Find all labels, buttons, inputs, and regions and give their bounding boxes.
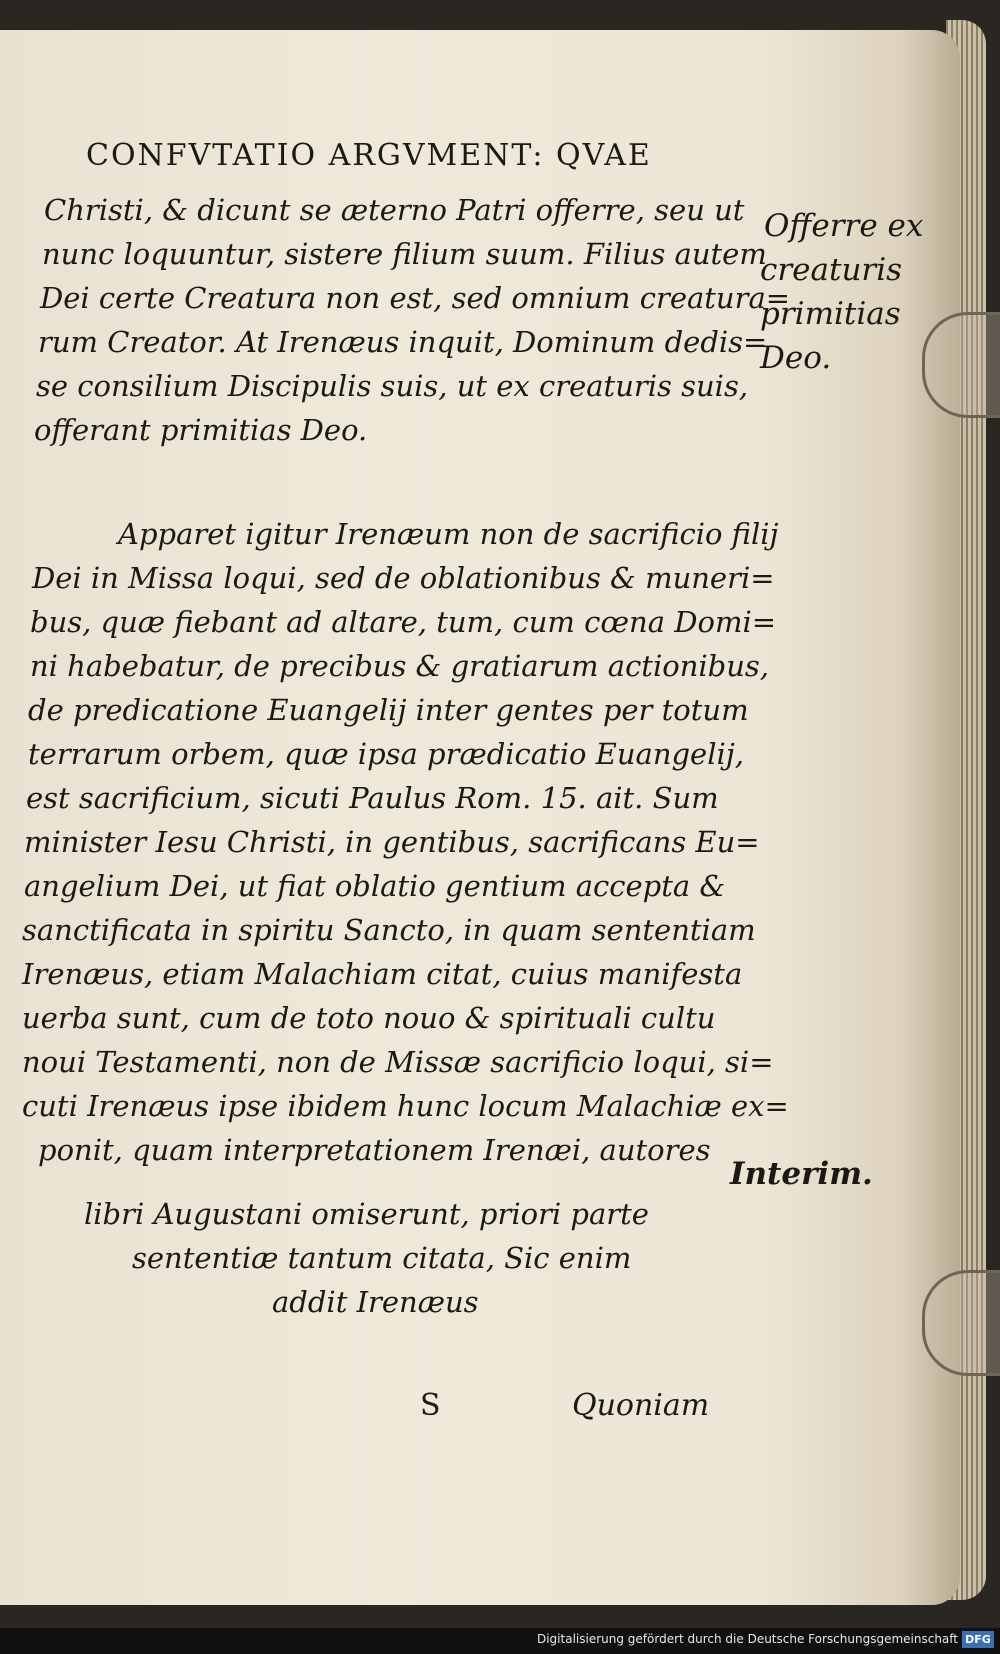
clasp-bottom <box>922 1270 1000 1376</box>
text-line: Apparet igitur Irenæum non de sacrificio filij <box>118 517 779 551</box>
text-line: cuti Irenæus ipse ibidem hunc locum Malachiæ ex= <box>22 1089 789 1123</box>
text-line: est sacrificium, sicuti Paulus Rom. 15. ait. Sum <box>26 781 719 815</box>
text-line: rum Creator. At Irenæus inquit, Dominum dedis= <box>38 325 768 359</box>
text-line: Dei in Missa loqui, sed de oblationibus & muneri= <box>32 561 775 595</box>
text-line: terrarum orbem, quæ ipsa prædicatio Euangelij, <box>28 737 744 771</box>
text-line: nunc loquuntur, sistere filium suum. Filius autem <box>42 237 767 271</box>
signature-mark: S <box>420 1388 441 1423</box>
marginal-line: creaturis <box>760 252 903 288</box>
text-line: bus, quæ fiebant ad altare, tum, cum cœna Domi= <box>30 605 777 639</box>
text-line: se consilium Discipulis suis, ut ex creaturis suis, <box>36 369 749 403</box>
text-line: Dei certe Creatura non est, sed omnium creatura= <box>40 281 791 315</box>
clasp-top <box>922 312 1000 418</box>
marginal-line: Offerre ex <box>764 208 924 244</box>
text-line: libri Augustani omiserunt, priori parte <box>84 1197 649 1231</box>
text-line: sanctificata in spiritu Sancto, in quam sententiam <box>22 913 756 947</box>
dfg-logo: DFG <box>962 1631 994 1648</box>
text-line: noui Testamenti, non de Missæ sacrificio loqui, si= <box>22 1045 774 1079</box>
text-line: ni habebatur, de precibus & gratiarum actionibus, <box>30 649 769 683</box>
catchword: Quoniam <box>572 1388 710 1423</box>
marginal-line: primitias <box>760 296 901 332</box>
text-line: Irenæus, etiam Malachiam citat, cuius manifesta <box>22 957 743 991</box>
marginal-note-interim: Interim. <box>730 1156 873 1192</box>
text-line: angelium Dei, ut fiat oblatio gentium accepta & <box>24 869 726 903</box>
text-line: minister Iesu Christi, in gentibus, sacrificans Eu= <box>24 825 760 859</box>
text-line: addit Irenæus <box>272 1285 479 1319</box>
text-line: Christi, & dicunt se æterno Patri offerre, seu ut <box>44 193 745 227</box>
running-head: CONFVTATIO ARGVMENT: QVAE <box>86 138 652 173</box>
footer-credit: Digitalisierung gefördert durch die Deutsche Forschungsgemeinschaft <box>536 1632 958 1646</box>
marginal-line: Deo. <box>760 340 832 376</box>
text-line: de predicatione Euangelij inter gentes per totum <box>28 693 749 727</box>
text-line: uerba sunt, cum de toto nouo & spirituali cultu <box>22 1001 716 1035</box>
text-line: offerant primitias Deo. <box>34 413 368 447</box>
text-line: sententiæ tantum citata, Sic enim <box>132 1241 632 1275</box>
text-line: ponit, quam interpretationem Irenæi, autores <box>38 1133 711 1167</box>
